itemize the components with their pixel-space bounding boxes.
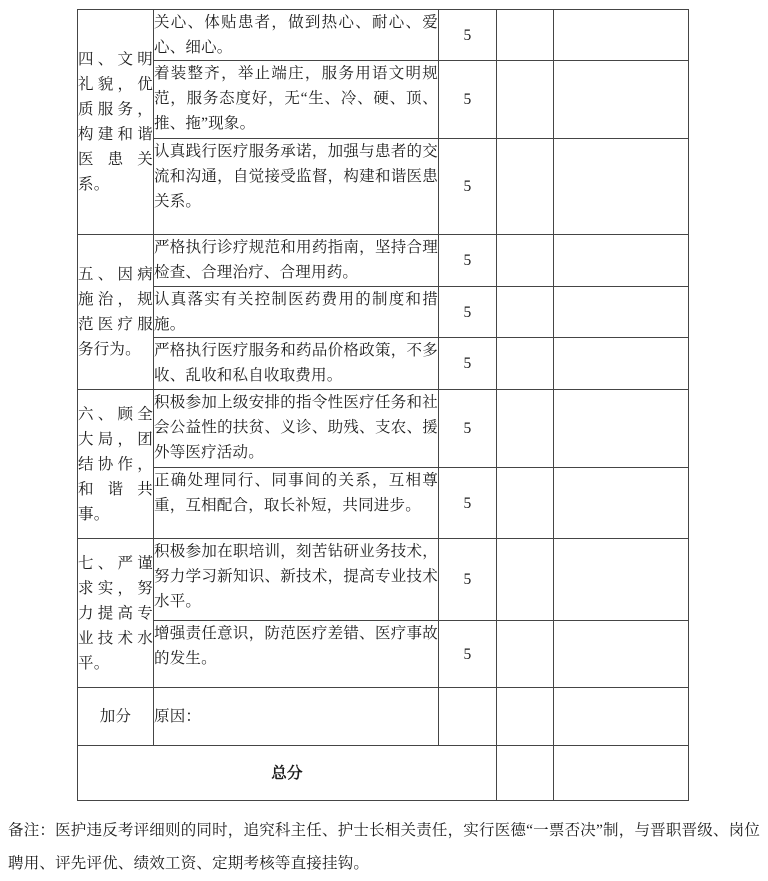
total-review-cell-1 — [497, 746, 554, 801]
criteria-row — [78, 338, 689, 390]
criteria-cell: 严格执行医疗服务和药品价格政策，不多收、乱收和私自收取费用。 — [154, 338, 439, 390]
criteria-row — [78, 539, 689, 621]
bonus-reason-cell: 原因： — [154, 688, 439, 746]
review-cell-2 — [554, 338, 689, 390]
category-cell: 七、严谨求实，努力提高专业技术水平。 — [78, 539, 154, 688]
review-cell-1 — [497, 621, 554, 688]
review-cell-2 — [554, 621, 689, 688]
review-cell-1 — [497, 468, 554, 539]
criteria-cell: 积极参加上级安排的指令性医疗任务和社会公益性的扶贫、义诊、助残、支农、援外等医疗活动。 — [154, 390, 439, 468]
score-cell: 5 — [439, 287, 497, 338]
review-cell-2 — [554, 235, 689, 287]
review-cell-2 — [554, 468, 689, 539]
criteria-row — [78, 235, 689, 287]
bonus-row — [78, 688, 689, 746]
category-cell: 五、因病施治，规范医疗服务行为。 — [78, 235, 154, 390]
score-cell: 5 — [439, 338, 497, 390]
review-cell-1 — [497, 10, 554, 61]
criteria-cell: 着装整齐，举止端庄，服务用语文明规范，服务态度好，无“生、冷、硬、顶、推、拖”现象。 — [154, 61, 439, 139]
review-cell-2 — [554, 61, 689, 139]
category-cell: 四、文明礼貌，优质服务，构建和谐医患关系。 — [78, 10, 154, 235]
total-row — [78, 746, 689, 801]
footnote: 备注：医护违反考评细则的同时，追究科主任、护士长相关责任，实行医德“一票否决”制，与晋职晋级、岗位聘用、评先评优、绩效工资、定期考核等直接挂钩。 — [8, 822, 761, 872]
criteria-cell: 积极参加在职培训，刻苦钻研业务技术，努力学习新知识、新技术，提高专业技术水平。 — [154, 539, 439, 621]
review-cell-1 — [497, 61, 554, 139]
review-cell-1 — [497, 139, 554, 235]
review-cell-1 — [497, 235, 554, 287]
criteria-row — [78, 10, 689, 61]
criteria-cell: 正确处理同行、同事间的关系，互相尊重，互相配合，取长补短，共同进步。 — [154, 468, 439, 539]
criteria-row — [78, 61, 689, 139]
criteria-cell: 增强责任意识，防范医疗差错、医疗事故的发生。 — [154, 621, 439, 688]
review-cell-1 — [497, 287, 554, 338]
bonus-score-cell — [439, 688, 497, 746]
score-cell: 5 — [439, 621, 497, 688]
bonus-label-cell: 加分 — [78, 688, 154, 746]
review-cell-2 — [554, 287, 689, 338]
criteria-row — [78, 139, 689, 235]
criteria-row — [78, 287, 689, 338]
review-cell-2 — [554, 390, 689, 468]
criteria-cell: 严格执行诊疗规范和用药指南，坚持合理检查、合理治疗、合理用药。 — [154, 235, 439, 287]
review-cell-1 — [497, 539, 554, 621]
score-cell: 5 — [439, 10, 497, 61]
score-cell: 5 — [439, 539, 497, 621]
bonus-review-cell-2 — [554, 688, 689, 746]
score-cell: 5 — [439, 390, 497, 468]
review-cell-1 — [497, 390, 554, 468]
review-cell-1 — [497, 338, 554, 390]
total-label-cell: 总分 — [78, 746, 497, 801]
evaluation-table-body — [78, 10, 689, 688]
criteria-cell: 认真落实有关控制医药费用的制度和措施。 — [154, 287, 439, 338]
score-cell: 5 — [439, 61, 497, 139]
category-cell: 六、顾全大局，团结协作，和谐共事。 — [78, 390, 154, 539]
score-cell: 5 — [439, 468, 497, 539]
criteria-cell: 关心、体贴患者，做到热心、耐心、爱心、细心。 — [154, 10, 439, 61]
medical-ethics-evaluation-table — [77, 9, 689, 801]
review-cell-2 — [554, 10, 689, 61]
total-review-cell-2 — [554, 746, 689, 801]
criteria-row — [78, 390, 689, 468]
criteria-cell: 认真践行医疗服务承诺，加强与患者的交流和沟通，自觉接受监督，构建和谐医患关系。 — [154, 139, 439, 235]
score-cell: 5 — [439, 139, 497, 235]
evaluation-table-footer-rows — [78, 688, 689, 801]
review-cell-2 — [554, 139, 689, 235]
criteria-row — [78, 468, 689, 539]
review-cell-2 — [554, 539, 689, 621]
bonus-review-cell-1 — [497, 688, 554, 746]
criteria-row — [78, 621, 689, 688]
score-cell: 5 — [439, 235, 497, 287]
